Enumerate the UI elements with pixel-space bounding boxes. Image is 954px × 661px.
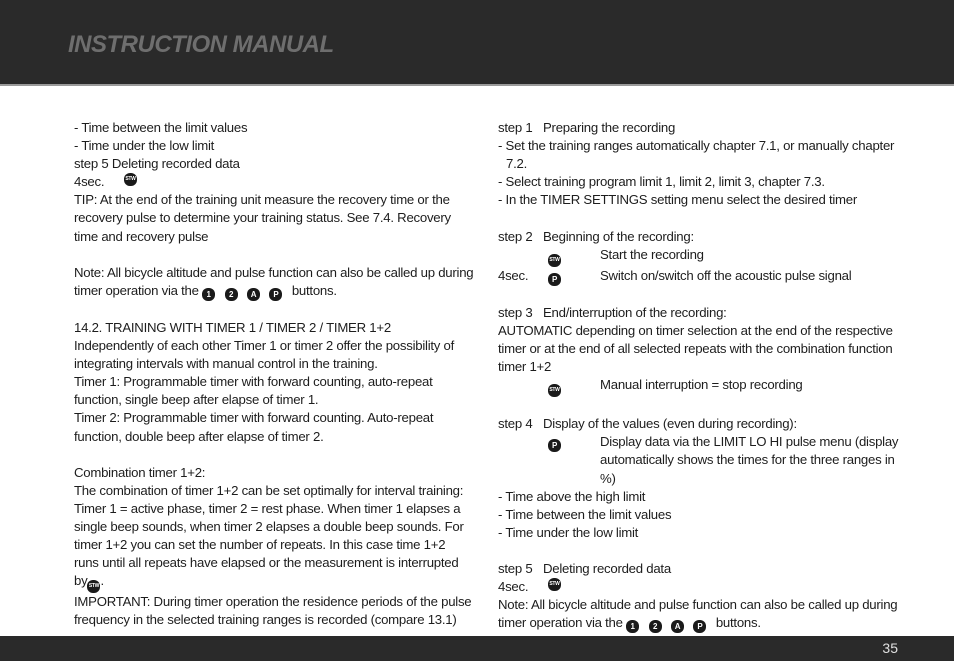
- text-line: timer 1+2: [498, 359, 552, 375]
- section-heading: 14.2. TRAINING WITH TIMER 1 / TIMER 2 / TIMER 1+2: [74, 319, 391, 335]
- p-button-icon: P: [548, 439, 561, 452]
- text-line: Note: All bicycle altitude and pulse function can also be called up during: [74, 264, 474, 280]
- step-heading: [498, 119, 900, 137]
- step-label: step 2: [498, 228, 533, 244]
- step-label: step 1: [498, 120, 533, 135]
- text-line: - In the TIMER SETTINGS setting menu select the desired timer: [498, 192, 858, 208]
- key-row: [498, 578, 900, 596]
- key-row: [498, 246, 900, 267]
- page-number: 35: [882, 640, 898, 656]
- button-reference-line: [74, 282, 474, 301]
- text-line: TIP: At the end of the training unit measure the recovery time or the: [74, 192, 450, 208]
- left-column: [74, 119, 474, 629]
- text-line: timer or at the end of all selected repeats with the combination function: [498, 340, 893, 356]
- text-line: - Select training program limit 1, limit 2, limit 3, chapter 7.3.: [498, 174, 825, 190]
- key-row: [498, 267, 900, 286]
- duration-label: 4sec.: [74, 174, 105, 190]
- text-line: Timer 2: Programmable timer with forward counting. Auto-repeat: [74, 410, 434, 426]
- stw-button-icon: STW: [87, 580, 100, 593]
- p-button-icon: P: [548, 273, 561, 286]
- text-fragment: buttons.: [291, 282, 337, 298]
- step-heading: [498, 304, 900, 322]
- step-label: step 4: [498, 416, 533, 432]
- text-fragment: by: [74, 573, 88, 589]
- spacer: [74, 246, 474, 264]
- key-description: Switch on/switch off the acoustic pulse signal: [600, 267, 852, 283]
- text-line: - Set the training ranges automatically chapter 7.1, or manually chapter: [498, 138, 895, 154]
- text-line: - Time between the limit values: [74, 120, 248, 135]
- text-fragment: timer operation via the: [74, 282, 199, 298]
- key-row: [498, 376, 900, 397]
- text-line: runs until all repeats have elapsed or the measurement is interrupted: [74, 555, 459, 571]
- button-a-icon: A: [671, 620, 684, 633]
- right-column: [498, 119, 900, 633]
- step-heading: [498, 228, 900, 246]
- stw-button-icon: STW: [548, 578, 561, 591]
- text-fragment: timer operation via the: [498, 615, 623, 631]
- text-line: frequency in the selected training ranges is recorded (compare 13.1): [74, 612, 457, 628]
- text-fragment: buttons.: [715, 615, 761, 631]
- footer-bar: [0, 636, 954, 661]
- text-fragment: .: [100, 573, 104, 589]
- text-line: Timer 1: Programmable timer with forward counting, auto-repeat: [74, 374, 433, 390]
- header-bar: [0, 0, 954, 86]
- step-title: Beginning of the recording:: [543, 228, 694, 244]
- key-description: Start the recording: [600, 246, 704, 262]
- spacer: [498, 286, 900, 304]
- text-line: - Time under the low limit: [498, 524, 639, 540]
- step-title: Preparing the recording: [543, 120, 676, 135]
- text-line: function, double beep after elapse of timer 2.: [74, 428, 324, 444]
- text-line: single beep sounds, when timer 2 elapses a double beep sounds. For: [74, 518, 464, 534]
- stw-button-icon: STW: [548, 384, 561, 397]
- spacer: [498, 542, 900, 560]
- step-label: step 5: [498, 560, 533, 576]
- spacer: [74, 301, 474, 319]
- text-line-with-icon: [74, 572, 474, 593]
- button-1-icon: 1: [626, 620, 639, 633]
- step-title: Display of the values (even during recording):: [543, 416, 797, 432]
- stw-button-icon: STW: [124, 173, 137, 186]
- key-description: Manual interruption = stop recording: [600, 377, 803, 393]
- key-row: [74, 173, 474, 191]
- spacer: [498, 397, 900, 415]
- text-line: Timer 1 = active phase, timer 2 = rest phase. When timer 1 elapses a: [74, 500, 461, 516]
- button-2-icon: 2: [649, 620, 662, 633]
- duration-label: 4sec.: [498, 579, 529, 595]
- button-p-icon: P: [693, 620, 706, 633]
- text-line: AUTOMATIC depending on timer selection at the end of the respective: [498, 322, 893, 338]
- text-line: - Time between the limit values: [498, 506, 672, 522]
- text-line: recovery pulse to determine your training status. See 7.4. Recovery: [74, 210, 451, 226]
- button-p-icon: P: [269, 288, 282, 301]
- text-line: timer 1+2 you can set the number of repeats. In this case time 1+2: [74, 537, 446, 553]
- text-line: time and recovery pulse: [74, 228, 209, 244]
- text-line: - Time under the low limit: [74, 138, 215, 154]
- button-a-icon: A: [247, 288, 260, 301]
- spacer: [498, 209, 900, 227]
- text-line: step 5 Deleting recorded data: [74, 156, 240, 172]
- text-line: Independently of each other Timer 1 or timer 2 offer the possibility of: [74, 338, 455, 354]
- text-line: integrating intervals with manual control in the training.: [74, 356, 378, 372]
- step-title: Deleting recorded data: [543, 560, 671, 576]
- button-reference-line: [498, 614, 900, 633]
- spacer: [74, 446, 474, 464]
- step-heading: [498, 415, 900, 433]
- text-line: 7.2.: [506, 156, 527, 172]
- stw-button-icon: STW: [548, 254, 561, 267]
- text-line: The combination of timer 1+2 can be set optimally for interval training:: [74, 482, 464, 498]
- key-row: [498, 433, 900, 487]
- duration-label: 4sec.: [498, 267, 529, 283]
- text-line: IMPORTANT: During timer operation the residence periods of the pulse: [74, 594, 472, 610]
- step-heading: [498, 560, 900, 578]
- step-title: End/interruption of the recording:: [543, 304, 727, 320]
- text-line: Note: All bicycle altitude and pulse function can also be called up during: [498, 597, 898, 613]
- button-2-icon: 2: [225, 288, 238, 301]
- text-line: function, single beep after elapse of timer 1.: [74, 392, 319, 408]
- text-line: Combination timer 1+2:: [74, 464, 206, 480]
- key-description: Display data via the LIMIT LO HI pulse menu (display automatically shows the times for the three ranges in %): [600, 434, 899, 486]
- page-title: INSTRUCTION MANUAL: [68, 31, 334, 58]
- button-1-icon: 1: [202, 288, 215, 301]
- step-label: step 3: [498, 304, 533, 320]
- text-line: - Time above the high limit: [498, 488, 646, 504]
